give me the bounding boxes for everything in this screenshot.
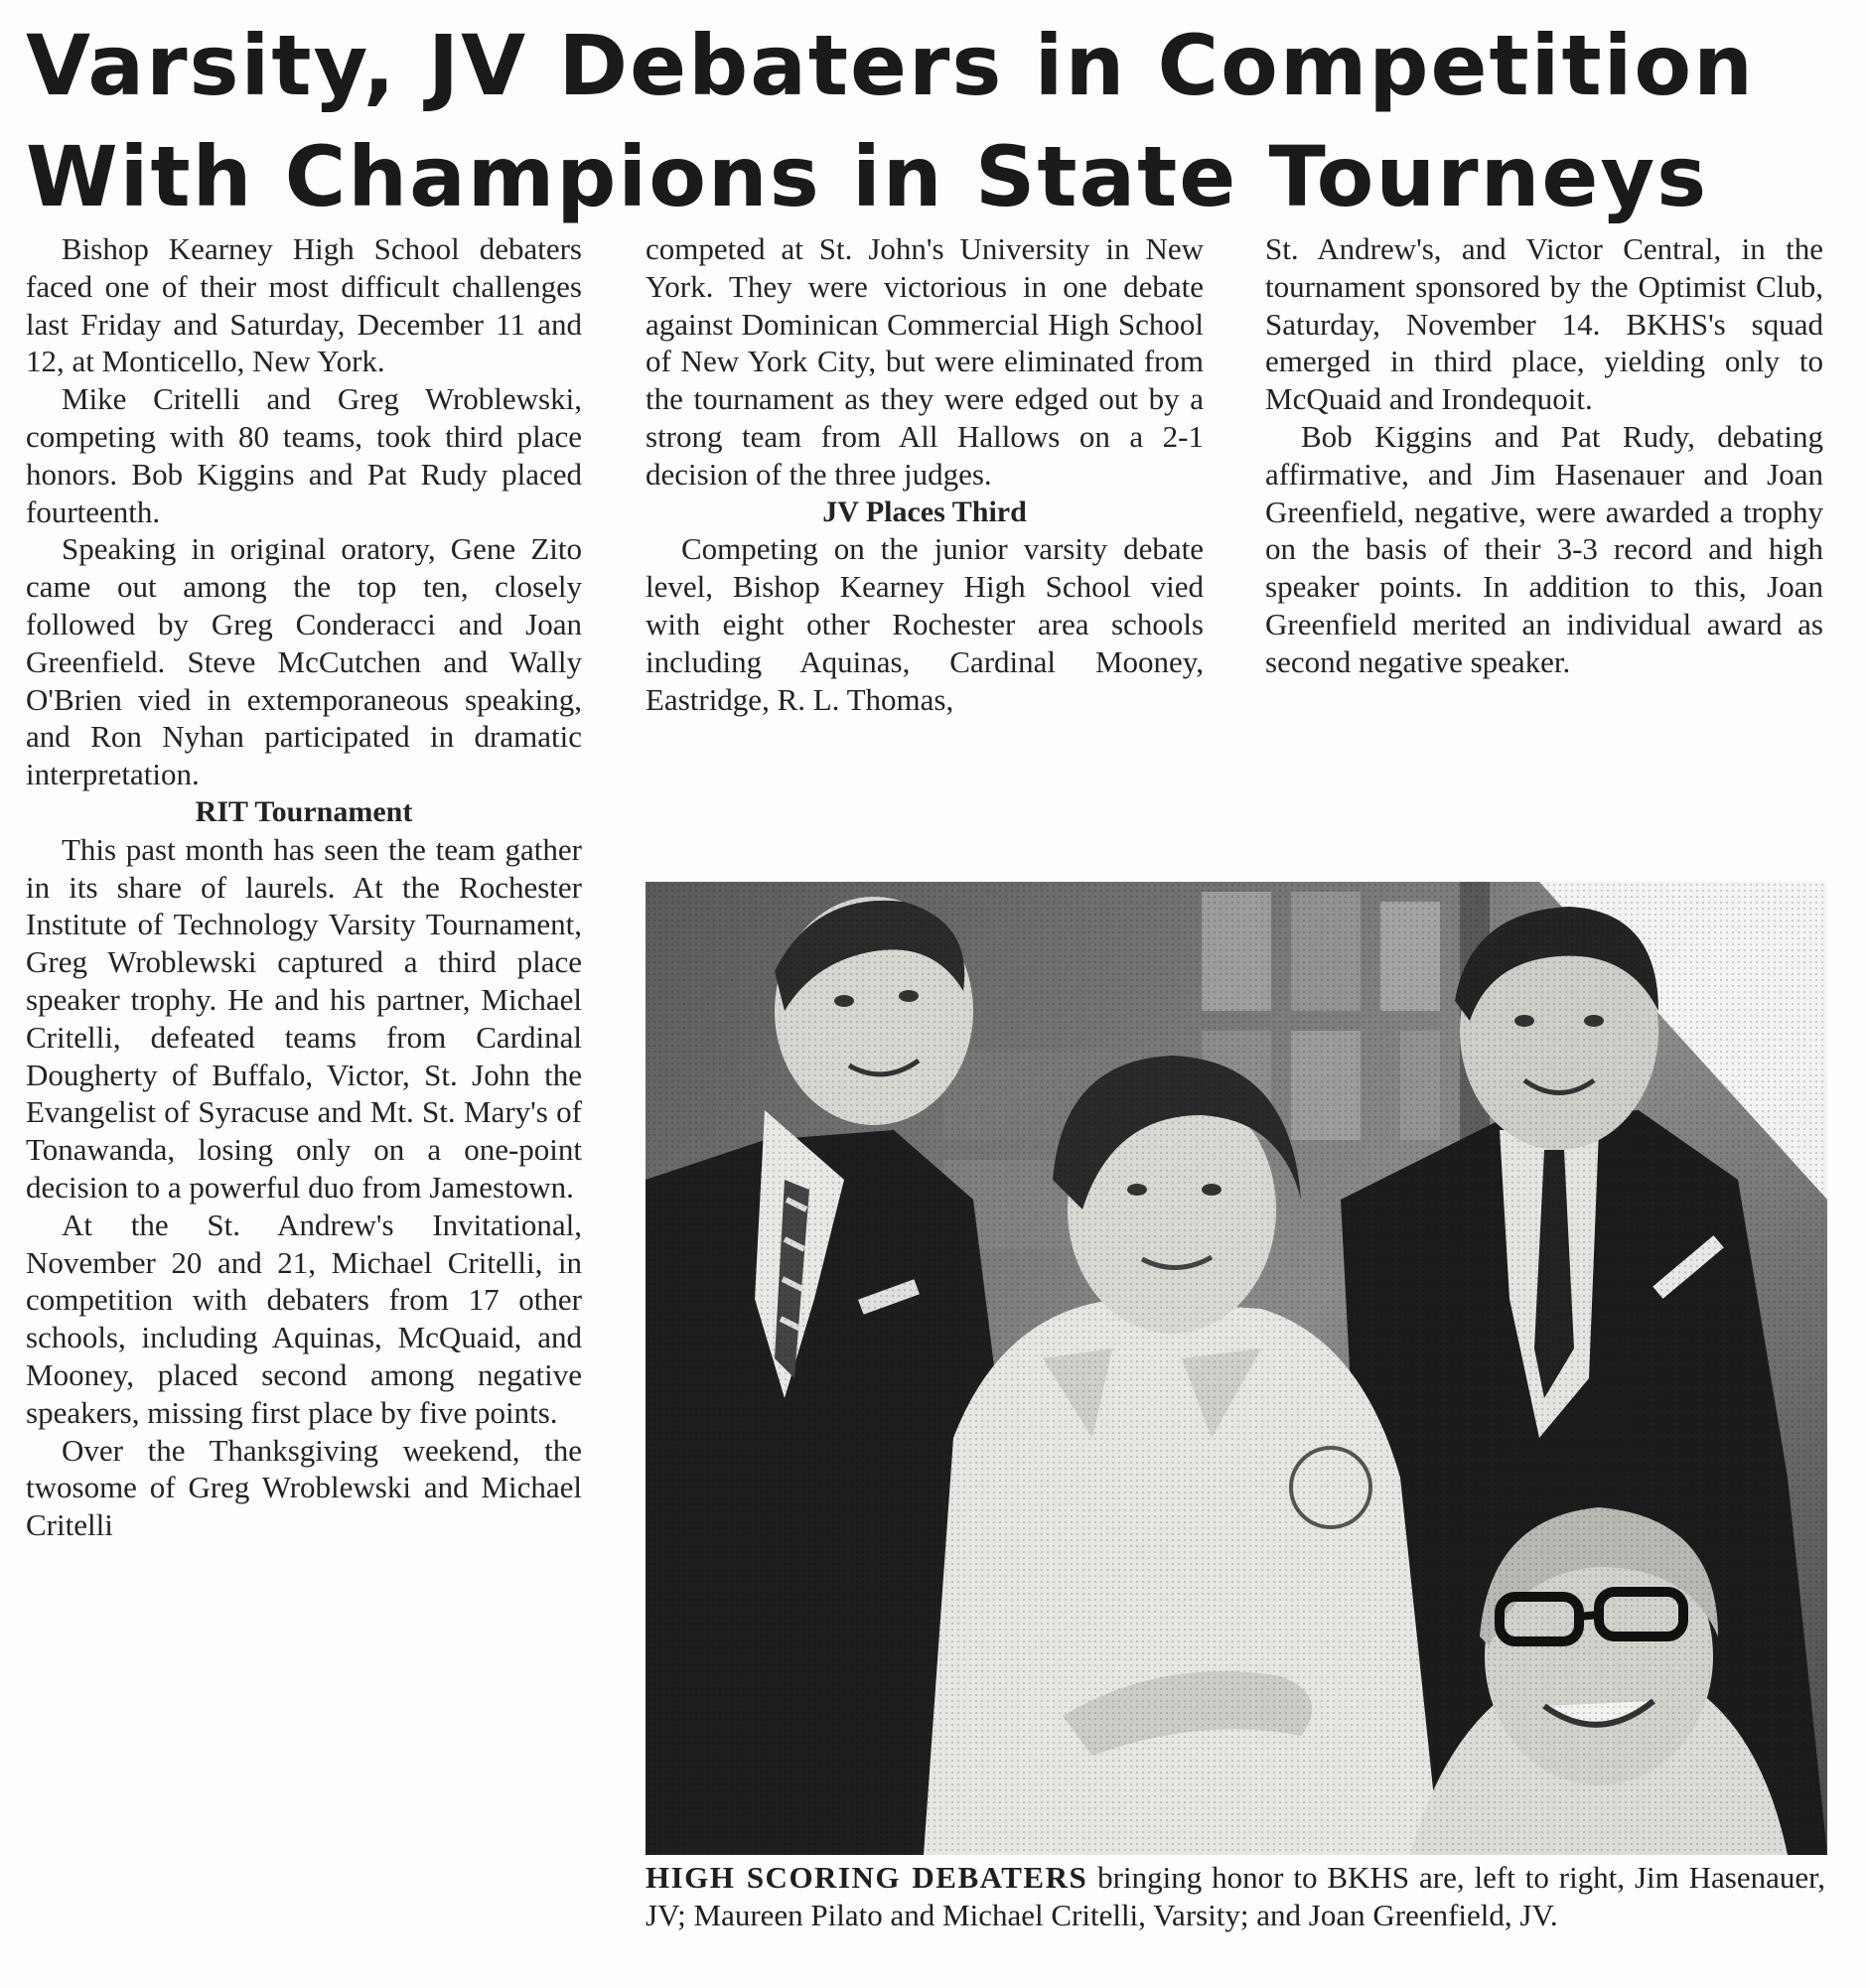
subheading-jv-places-third: JV Places Third xyxy=(822,495,1027,528)
paragraph: St. Andrew's, and Victor Central, in the tournament sponsored by the Optimist Club, Saturday, November 14. BKHS's squad emerged in third place, yielding only to McQuaid and Irondequoit. xyxy=(1265,231,1823,417)
debaters-photo xyxy=(646,882,1827,1855)
paragraph: At the St. Andrew's Invitational, November 20 and 21, Michael Critelli, in competition with debaters from 17 other schools, including Aquinas, McQuaid, and Mooney, placed second among negative speakers, missing first place by five points. xyxy=(26,1207,582,1430)
paragraph: competed at St. John's University in New York. They were victorious in one debate against Dominican Commercial High School of New York City, but were eliminated from the tournament as they were edged out by a strong team from All Hallows on a 2-1 decision of the three judges. xyxy=(646,231,1204,492)
paragraph: Bishop Kearney High School debaters faced one of their most difficult challenges last Friday and Saturday, December 11 and 12, at Monticello, New York. xyxy=(26,231,582,379)
paragraph: Mike Critelli and Greg Wroblewski, competing with 80 teams, took third place honors. Bob Kiggins and Pat Rudy placed fourteenth. xyxy=(26,381,582,529)
paragraph: This past month has seen the team gather in its share of laurels. At the Rochester Institute of Technology Varsity Tournament, Greg Wroblewski captured a third place speaker trophy. He and his partner, Michael Critelli, defeated teams from Cardinal Dougherty of Buffalo, Victor, St. John the Evangelist of Syracuse and Mt. St. Mary's of Tonawanda, losing only on a one-point decision to a powerful duo from Jamestown. xyxy=(26,831,582,1205)
article-column-2 xyxy=(646,230,1204,718)
photo-illustration xyxy=(646,882,1827,1855)
caption-text: bringing honor to BKHS are, left to right, Jim Hasenauer, JV; Maureen Pilato and Michael Critelli, Varsity; and Joan Greenfield, JV. xyxy=(646,1860,1825,1932)
halftone-texture xyxy=(646,882,1827,1855)
article-column-1 xyxy=(26,230,582,1544)
headline-line-1: Varsity, JV Debaters in Competition xyxy=(26,17,1755,114)
caption-lead: HIGH SCORING DEBATERS xyxy=(646,1860,1088,1895)
paragraph: Competing on the junior varsity debate level, Bishop Kearney High School vied with eight other Rochester area schools including Aquinas, Cardinal Mooney, Eastridge, R. L. Thomas, xyxy=(646,531,1204,717)
photo-caption xyxy=(646,1859,1825,1934)
article-column-3 xyxy=(1265,230,1823,681)
headline xyxy=(26,10,1755,232)
subheading-rit-tournament: RIT Tournament xyxy=(195,794,413,828)
paragraph: Over the Thanksgiving weekend, the twosome of Greg Wroblewski and Michael Critelli xyxy=(26,1432,582,1543)
paragraph: Bob Kiggins and Pat Rudy, debating affirmative, and Jim Hasenauer and Joan Greenfield, negative, were awarded a trophy on the basis of their 3-3 record and high speaker points. In addition to this, Joan Greenfield merited an individual award as second negative speaker. xyxy=(1265,418,1823,679)
paragraph: Speaking in original oratory, Gene Zito came out among the top ten, closely followed by Greg Conderacci and Joan Greenfield. Steve McCutchen and Wally O'Brien vied in extemporaneous speaking, and Ron Nyhan participated in dramatic interpretation. xyxy=(26,531,582,792)
headline-line-2: With Champions in State Tourneys xyxy=(26,128,1709,225)
